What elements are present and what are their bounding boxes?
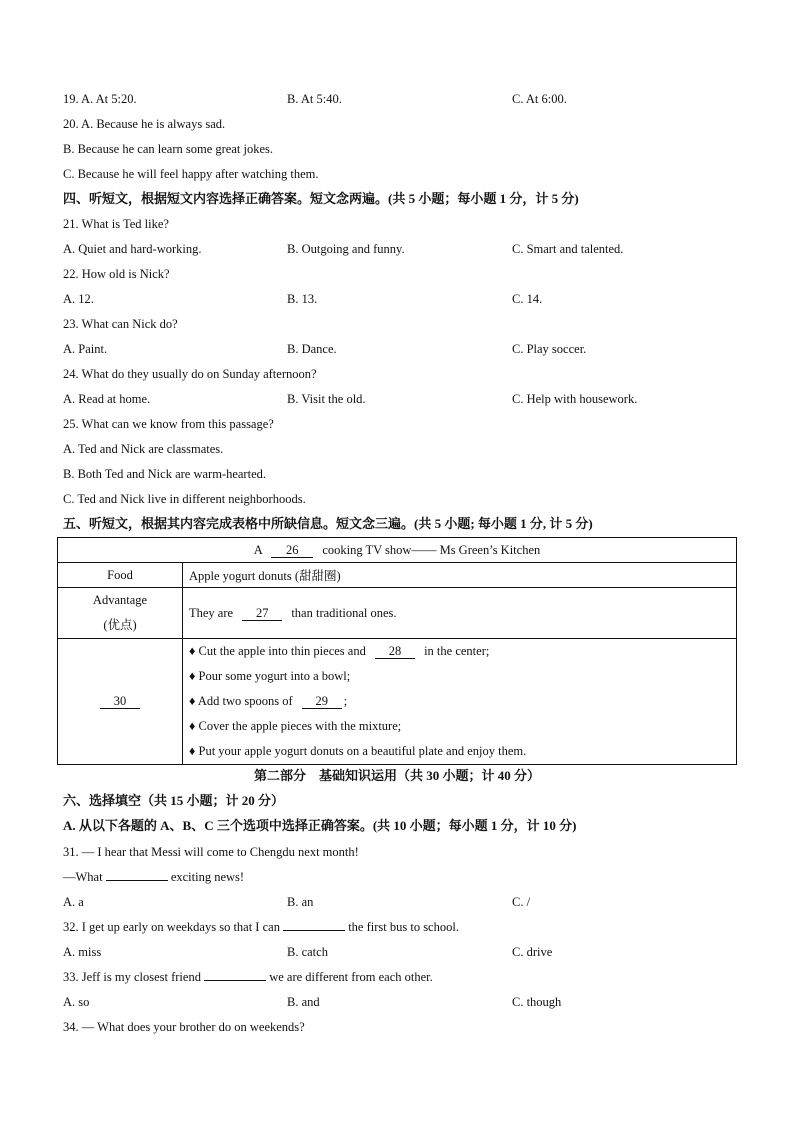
- q31-option-c: C. /: [512, 895, 531, 909]
- q31-stem: 31. — I hear that Messi will come to Chengdu next month!: [63, 845, 359, 859]
- q32-stem: [63, 919, 459, 935]
- food-value: Apple yogurt donuts (甜甜圈): [183, 563, 737, 588]
- q24-option-a: A. Read at home.: [63, 392, 151, 406]
- q33-blank: [204, 980, 266, 981]
- q33-stem-post: we are different from each other.: [269, 970, 433, 984]
- q31-line-2-pre: —What: [63, 870, 103, 884]
- q31-option-b: B. an: [287, 895, 314, 909]
- blank-28: 28: [375, 645, 415, 659]
- step-1-post: in the center;: [424, 644, 490, 658]
- step-4: ♦ Cover the apple pieces with the mixture;: [189, 719, 402, 733]
- q19-option-b: B. At 5:40.: [287, 92, 342, 106]
- table-title-post: cooking TV show—— Ms Green’s Kitchen: [322, 542, 541, 557]
- q33-stem-pre: 33. Jeff is my closest friend: [63, 970, 201, 984]
- q25-option-a: A. Ted and Nick are classmates.: [63, 442, 224, 456]
- q23-stem: 23. What can Nick do?: [63, 317, 178, 331]
- q25-option-c: C. Ted and Nick live in different neighborhoods.: [63, 492, 306, 506]
- section-5-heading: 五、听短文，根据其内容完成表格中所缺信息。短文念三遍。(共 5 小题; 每小题 1 分, 计 5 分): [63, 516, 593, 531]
- step-2: ♦ Pour some yogurt into a bowl;: [189, 669, 351, 683]
- section-4-heading: 四、听短文，根据短文内容选择正确答案。短文念两遍。(共 5 小题；每小题 1 分，计 5 分): [63, 191, 579, 206]
- q21-option-a: A. Quiet and hard-working.: [63, 242, 202, 256]
- advantage-label: [58, 588, 183, 639]
- q24-stem: 24. What do they usually do on Sunday afternoon?: [63, 367, 317, 381]
- q20-option-a: 20. A. Because he is always sad.: [63, 117, 226, 131]
- q22-stem: 22. How old is Nick?: [63, 267, 170, 281]
- blank-26: 26: [271, 544, 313, 558]
- blank-29: 29: [302, 695, 342, 709]
- q21-stem: 21. What is Ted like?: [63, 217, 169, 231]
- q19-option-a: 19. A. At 5:20.: [63, 92, 137, 106]
- section-6-heading: 六、选择填空（共 15 小题；计 20 分）: [63, 793, 285, 808]
- steps-list: [183, 639, 737, 765]
- q19-option-c: C. At 6:00.: [512, 92, 567, 106]
- section-a-heading: A. 从以下各题的 A、B、C 三个选项中选择正确答案。(共 10 小题；每小题 1 分，计 10 分): [63, 818, 577, 833]
- advantage-value: [183, 588, 737, 639]
- step-5: ♦ Put your apple yogurt donuts on a beautiful plate and enjoy them.: [189, 744, 527, 758]
- q24-option-b: B. Visit the old.: [287, 392, 366, 406]
- q23-option-b: B. Dance.: [287, 342, 337, 356]
- q22-option-a: A. 12.: [63, 292, 94, 306]
- q32-option-b: B. catch: [287, 945, 328, 959]
- step-1-pre: ♦ Cut the apple into thin pieces and: [189, 644, 366, 658]
- q32-blank: [283, 930, 345, 931]
- q31-line-2: [63, 869, 244, 885]
- blank-27: 27: [242, 607, 282, 621]
- q21-option-c: C. Smart and talented.: [512, 242, 624, 256]
- q24-option-c: C. Help with housework.: [512, 392, 638, 406]
- info-table: [57, 537, 737, 765]
- q33-option-a: A. so: [63, 995, 90, 1009]
- part-2-heading: 第二部分 基础知识运用（共 30 小题；计 40 分）: [253, 768, 540, 783]
- step-3-post: ;: [343, 694, 348, 708]
- q33-option-c: C. though: [512, 995, 562, 1009]
- q31-blank: [106, 880, 168, 881]
- q32-option-a: A. miss: [63, 945, 102, 959]
- table-title: [58, 538, 737, 563]
- step-3-pre: ♦ Add two spoons of: [189, 694, 293, 708]
- q23-option-c: C. Play soccer.: [512, 342, 587, 356]
- advantage-label-cn: (优点): [103, 618, 137, 632]
- table-title-pre: A: [253, 542, 263, 557]
- step-3: [189, 689, 730, 714]
- q25-option-b: B. Both Ted and Nick are warm-hearted.: [63, 467, 266, 481]
- q34-stem: 34. — What does your brother do on weekends?: [63, 1020, 305, 1034]
- q20-option-b: B. Because he can learn some great jokes.: [63, 142, 273, 156]
- q20-option-c: C. Because he will feel happy after watching them.: [63, 167, 319, 181]
- q22-option-b: B. 13.: [287, 292, 318, 306]
- q31-option-a: A. a: [63, 895, 84, 909]
- q32-stem-post: the first bus to school.: [348, 920, 459, 934]
- steps-label: [58, 639, 183, 765]
- q22-option-c: C. 14.: [512, 292, 543, 306]
- step-1: [189, 639, 730, 664]
- advantage-post: than traditional ones.: [291, 605, 397, 620]
- q32-option-c: C. drive: [512, 945, 553, 959]
- q32-stem-pre: 32. I get up early on weekdays so that I can: [63, 920, 280, 934]
- q33-stem: [63, 969, 433, 985]
- advantage-pre: They are: [189, 605, 234, 620]
- food-label: Food: [58, 563, 183, 588]
- advantage-label-en: Advantage: [92, 593, 148, 607]
- q31-line-2-post: exciting news!: [170, 870, 245, 884]
- blank-30: 30: [100, 695, 140, 709]
- q23-option-a: A. Paint.: [63, 342, 108, 356]
- q21-option-b: B. Outgoing and funny.: [287, 242, 405, 256]
- q33-option-b: B. and: [287, 995, 320, 1009]
- q25-stem: 25. What can we know from this passage?: [63, 417, 274, 431]
